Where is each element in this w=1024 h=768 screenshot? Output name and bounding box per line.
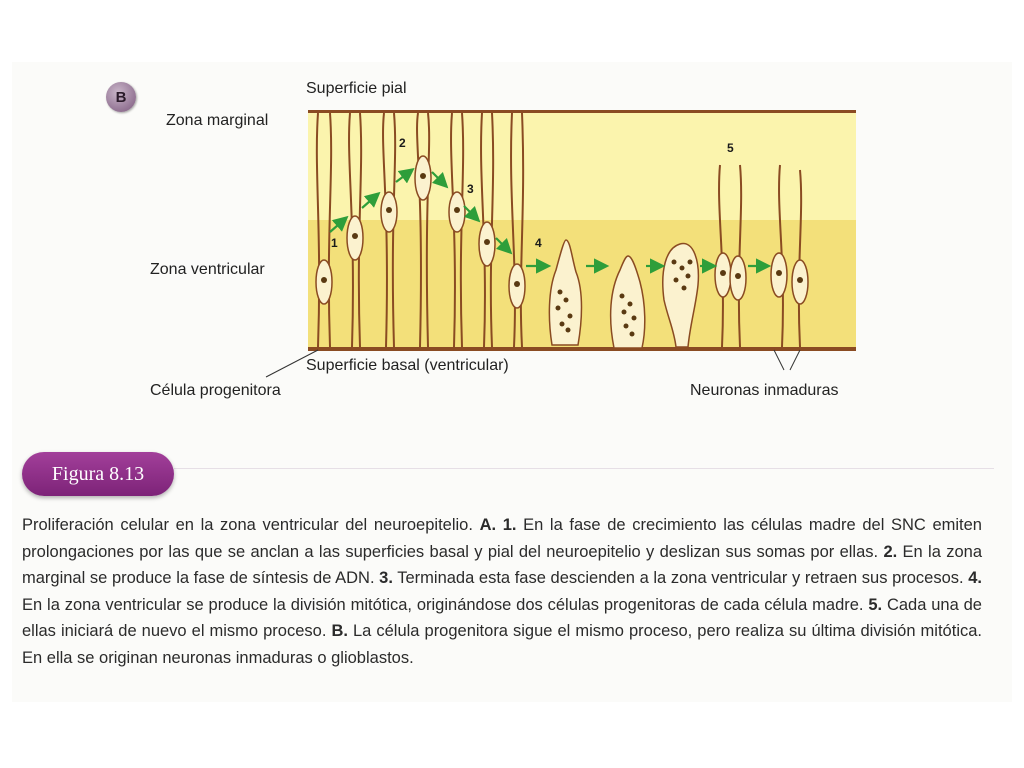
caption-text: En la zona ventricular se produce la división mitótica, originándose dos células progenitoras de cada célula madre.	[22, 595, 869, 614]
pial-surface-label: Superficie pial	[306, 80, 407, 97]
caption-step-marker: 2.	[883, 542, 898, 561]
caption-step-marker: B.	[331, 622, 348, 640]
caption-text: Cada una de ellas iniciará de nuevo el mismo proceso.	[22, 595, 982, 640]
caption-step-marker: 4.	[968, 569, 982, 587]
basal-surface-label: Superficie basal (ventricular)	[306, 357, 509, 374]
immature-neurons-label: Neuronas inmaduras	[690, 382, 839, 399]
step-number-4: 4	[535, 236, 542, 250]
caption-step-marker: A. 1.	[479, 516, 517, 534]
step-number-5: 5	[727, 141, 734, 155]
caption-text: En la zona marginal se produce la fase de síntesis de ADN.	[22, 542, 982, 587]
caption-text: Proliferación celular en la zona ventricular del neuroepitelio.	[22, 516, 480, 534]
step-number-2: 2	[399, 136, 406, 150]
neurons-pointer-b	[790, 350, 800, 370]
caption-text: En la fase de crecimiento las células madre del SNC emiten prolongaciones por las que se anclan a las superficies basal y pial del neuroepitelio y deslizan sus somas por ellas.	[22, 516, 982, 561]
progenitor-cell-label: Célula progenitora	[150, 382, 281, 399]
figure-divider	[174, 468, 994, 469]
neurons-pointer-a	[774, 350, 784, 370]
step-number-3: 3	[467, 182, 474, 196]
caption-text: La célula progenitora sigue el mismo proceso, pero realiza su última división mitótica. En ella se originan neuronas inmaduras o glioblastos.	[22, 622, 982, 667]
pial-surface-line	[308, 110, 856, 113]
step-number-1: 1	[331, 236, 338, 250]
marginal-zone-label: Zona marginal	[166, 112, 269, 129]
caption-step-marker: 5.	[868, 595, 883, 614]
caption-text: Terminada esta fase descienden a la zona ventricular y retraen sus procesos.	[392, 569, 969, 587]
panel-b-badge: B	[106, 82, 136, 112]
ventricular-zone-label: Zona ventricular	[150, 261, 265, 278]
figure-label: Figura 8.13	[22, 452, 174, 496]
caption-step-marker: 3.	[379, 569, 393, 587]
figure-caption	[22, 512, 982, 671]
